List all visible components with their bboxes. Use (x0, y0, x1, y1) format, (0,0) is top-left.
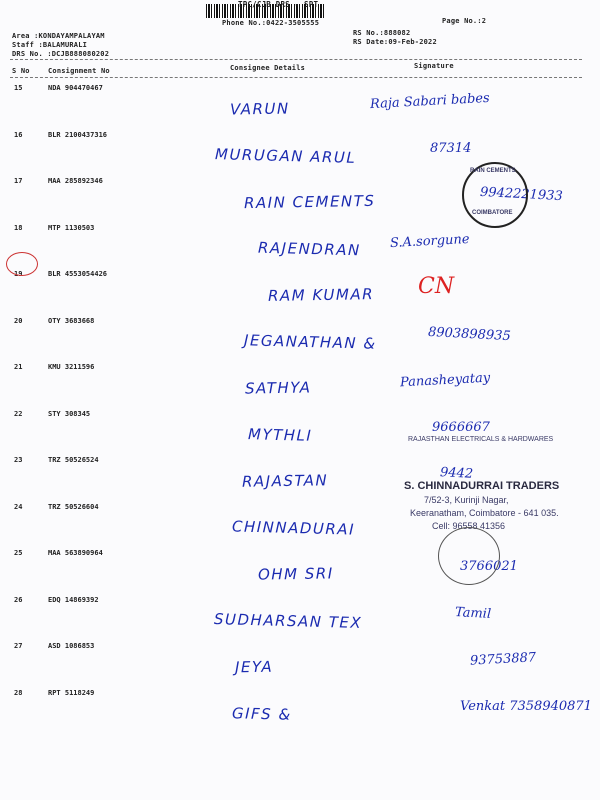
row-signature: 9442 (439, 465, 474, 482)
row-sno: 23 (14, 456, 23, 464)
row-consignee-name: GIFS & (231, 703, 292, 724)
divider (10, 59, 582, 60)
round-seal-small (438, 527, 500, 585)
col-signature: Signature (414, 62, 454, 70)
row-signature: CN (418, 274, 455, 299)
row-signature: 93753887 (469, 650, 537, 669)
row-consignment-no: EDQ 14869392 (48, 595, 99, 604)
seal-bottom-text: COIMBATORE (472, 210, 513, 216)
row-consignee-name: MURUGAN ARUL (214, 144, 357, 167)
row-consignment-no: STY 308345 (48, 409, 91, 418)
row-consignment-no: BLR 2100437316 (48, 130, 108, 139)
seal-top-text: RAIN CEMENTS (470, 168, 516, 174)
row-sno: 24 (14, 502, 23, 511)
row-consignment-no: NDA 904470467 (48, 84, 103, 92)
row-sno: 20 (14, 316, 23, 325)
row-consignment-no: RPT 5118249 (48, 688, 95, 697)
row-signature: Venkat 7358940871 (460, 698, 592, 714)
row-signature: Panasheyatay (399, 370, 491, 391)
area-label: Area :KONDAYAMPALAYAM (12, 32, 105, 40)
rajasthan-stamp: RAJASTHAN ELECTRICALS & HARDWARES (408, 436, 554, 443)
row-consignment-no: ASD 1086853 (48, 642, 95, 650)
drs-number: DRS No. :DCJB888080202 (12, 50, 110, 58)
col-consignment: Consignment No (48, 67, 110, 75)
row-consignment-no: KMU 3211596 (48, 363, 95, 371)
chinnadurai-stamp-cell: Cell: 96558 41356 (432, 521, 506, 531)
row-sno: 18 (14, 223, 23, 232)
row-consignee-name: OHM SRI (257, 564, 334, 584)
rs-number: RS No.:888082 (353, 29, 411, 37)
row-consignee-name: RAJASTAN (241, 471, 329, 491)
row-signature: 9942221933 (479, 184, 564, 205)
chinnadurai-stamp-name: S. CHINNADURRAI TRADERS (404, 480, 560, 492)
staff-label: Staff :BALAMURALI (12, 41, 88, 49)
row-consignee-name: CHINNADURAI (231, 516, 356, 539)
row-consignee-name: SUDHARSAN TEX (213, 609, 363, 632)
row-consignee-name: RAJENDRAN (257, 238, 361, 259)
row-sno: 21 (14, 363, 23, 371)
row-sno: 16 (14, 130, 23, 139)
row-consignee-name: MYTHLI (247, 424, 313, 445)
row-consignment-no: MAA 285892346 (48, 177, 103, 185)
row-signature: 8903898935 (427, 324, 512, 344)
row-sno: 19 (14, 270, 23, 278)
row-signature: 9666667 (432, 419, 490, 435)
chinnadurai-stamp-address2: Keeranatham, Coimbatore - 641 035. (410, 508, 559, 518)
row-sno: 15 (14, 84, 23, 92)
row-signature: Raja Sabari babes (369, 90, 491, 113)
chinnadurai-stamp-address1: 7/52-3, Kurinji Nagar, (424, 495, 509, 505)
page-number: Page No.:2 (442, 17, 487, 25)
drs-title: TPC/CJB DRS - SPT (238, 0, 319, 9)
row-signature: 3766021 (460, 559, 518, 574)
row-signature: S.A.sorgune (389, 231, 470, 251)
row-consignee-name: SATHYA (244, 378, 312, 398)
row-sno: 27 (14, 642, 23, 650)
row-consignee-name: RAM KUMAR (267, 285, 375, 305)
red-circle-mark (6, 252, 38, 276)
row-sno: 17 (14, 177, 23, 185)
row-consignment-no: OTY 3683668 (48, 316, 95, 325)
row-consignee-name: RAIN CEMENTS (243, 191, 376, 213)
divider (10, 77, 582, 78)
row-signature: 87314 (430, 140, 472, 156)
row-consignee-name: JEYA (234, 657, 274, 677)
row-consignment-no: BLR 4553054426 (48, 270, 108, 278)
row-consignment-no: MAA 563890964 (48, 549, 103, 557)
col-consignee: Consignee Details (230, 64, 306, 72)
round-seal (462, 162, 528, 228)
row-signature: Tamil (454, 604, 492, 622)
row-consignment-no: TRZ 50526604 (48, 502, 99, 511)
row-consignee-name: JEGANATHAN & (243, 330, 377, 353)
row-consignee-name: VARUN (229, 99, 290, 119)
row-sno: 22 (14, 409, 23, 418)
row-consignment-no: MTP 1130503 (48, 223, 95, 232)
row-sno: 26 (14, 595, 23, 604)
row-consignment-no: TRZ 50526524 (48, 456, 99, 464)
row-sno: 25 (14, 549, 23, 557)
col-sno: S No (12, 67, 30, 75)
rs-date: RS Date:09-Feb-2022 (353, 38, 437, 46)
row-sno: 28 (14, 688, 23, 697)
phone-number: Phone No.:0422-3505555 (222, 19, 320, 27)
